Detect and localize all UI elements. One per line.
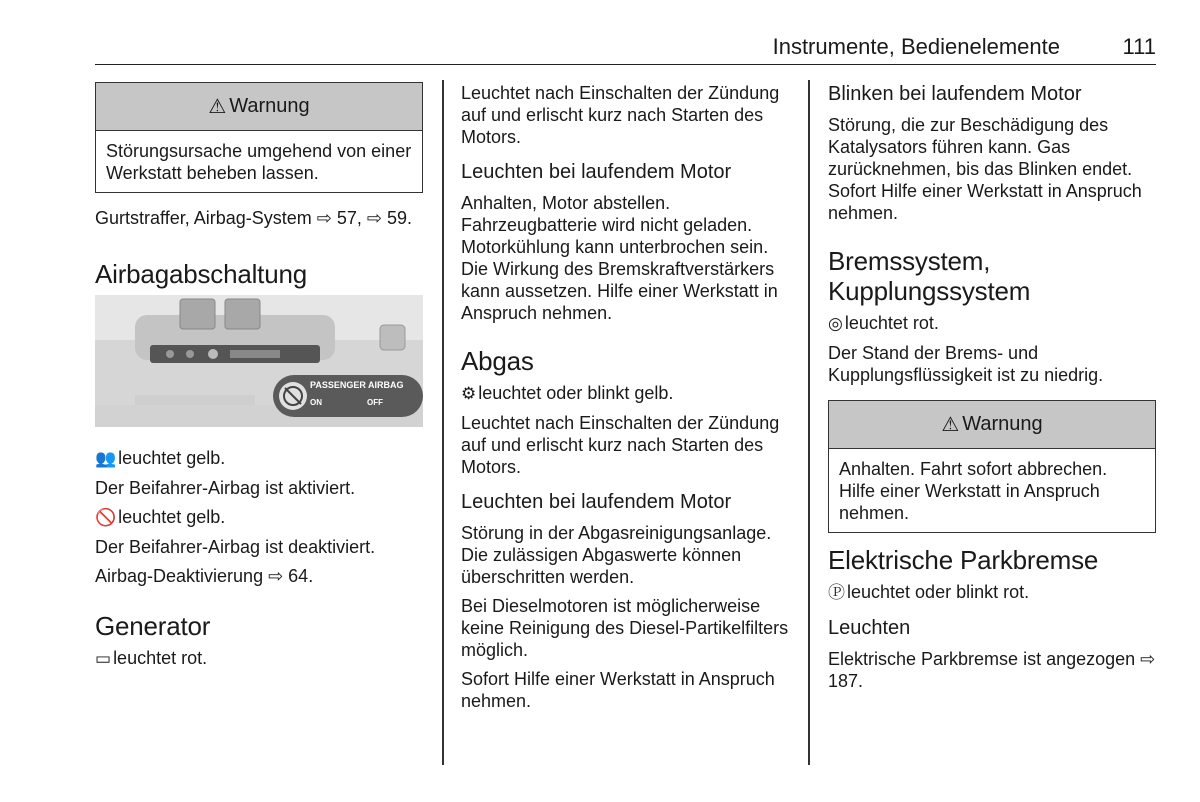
warning-triangle-icon: ⚠ [941, 414, 960, 436]
section-heading-brake: Bremssystem, Kupplungssystem [828, 246, 1031, 306]
brake-line: ◎ leuchtet rot. [828, 313, 939, 333]
warning-box [95, 82, 423, 193]
paragraph: Anhalten, Motor abstellen. Fahrzeugbatterie wird nicht geladen. Motorkühlung kann unterbrochen sein. Die Wirkung des Bremskraftverstärkers kann aussetzen. Hilfe einer Werkstatt in Anspruch nehmen. [461, 193, 778, 323]
section-heading-epb: Elektrische Parkbremse [828, 545, 1099, 575]
paragraph: Bei Dieselmotoren ist möglicherweise keine Reinigung des Diesel-Partikelfilters möglich. [461, 596, 789, 660]
page-title: Instrumente, Bedienelemente [772, 34, 1060, 59]
generator-line: ▭ leuchtet rot. [95, 648, 208, 668]
column-2 [461, 82, 793, 719]
airbag-off-line: 🚫 leuchtet gelb. [95, 507, 226, 527]
paragraph: Störung, die zur Beschädigung des Katalysators führen kann. Gas zurücknehmen, bis das Blinken endet. Sofort Hilfe einer Werkstatt in Anspruch nehmen. [828, 115, 1142, 223]
airbag-off-icon: 🚫 [95, 508, 117, 527]
warning-triangle-icon: ⚠ [208, 96, 227, 118]
column-divider [808, 80, 810, 765]
engine-icon: ⚙ [461, 384, 477, 403]
airbag-on-line: 👥 leuchtet gelb. [95, 448, 226, 468]
column-3 [828, 82, 1156, 699]
warning-text: Anhalten. Fahrt sofort abbrechen. Hilfe einer Werkstatt in Anspruch nehmen. [839, 459, 1108, 523]
airbag-off-desc: Der Beifahrer-Airbag ist deaktiviert. [95, 537, 376, 557]
warning-text: Störungsursache umgehend von einer Werkstatt beheben lassen. [106, 141, 412, 183]
warning-header [96, 83, 422, 131]
section-heading-abgas: Abgas [461, 346, 534, 376]
abgas-line: ⚙ leuchtet oder blinkt gelb. [461, 383, 674, 403]
paragraph: Der Stand der Brems- und Kupplungsflüssigkeit ist zu niedrig. [828, 343, 1104, 385]
paragraph: Sofort Hilfe einer Werkstatt in Anspruch nehmen. [461, 669, 775, 711]
paragraph: Elektrische Parkbremse ist angezogen ⇨ 187. [828, 649, 1156, 691]
airbag-reference: Airbag-Deaktivierung ⇨ 64. [95, 566, 314, 586]
epb-line: Ⓟ leuchtet oder blinkt rot. [828, 582, 1030, 602]
parking-brake-icon: Ⓟ [828, 583, 845, 602]
paragraph: Leuchtet nach Einschalten der Zündung auf und erlischt kurz nach Starten des Motors. [461, 83, 780, 147]
photo-on-label: ON [310, 398, 322, 407]
warning-title: Warnung [962, 413, 1043, 435]
subheading: Blinken bei laufendem Motor [828, 83, 1082, 105]
airbag-switch-photo [95, 295, 423, 427]
brake-icon: ◎ [828, 314, 843, 333]
photo-off-label: OFF [367, 398, 383, 407]
warning-header [829, 401, 1155, 449]
column-divider [442, 80, 444, 765]
subheading: Leuchten bei laufendem Motor [461, 161, 732, 183]
section-heading-generator: Generator [95, 611, 211, 641]
page-number: 111 [1122, 34, 1156, 59]
battery-icon: ▭ [95, 649, 112, 668]
reference-text: Gurtstraffer, Airbag-System ⇨ 57, ⇨ 59. [95, 208, 412, 228]
paragraph: Leuchtet nach Einschalten der Zündung auf und erlischt kurz nach Starten des Motors. [461, 413, 780, 477]
paragraph: Störung in der Abgasreinigungsanlage. Die zulässigen Abgaswerte können überschritten werden. [461, 523, 772, 587]
column-1 [95, 82, 423, 677]
warning-title: Warnung [229, 95, 310, 117]
airbag-on-desc: Der Beifahrer-Airbag ist aktiviert. [95, 478, 356, 498]
warning-box [828, 400, 1156, 533]
photo-label: PASSENGER AIRBAG [310, 380, 404, 390]
page-header [95, 32, 1156, 65]
airbag-on-icon: 👥 [95, 449, 117, 468]
section-heading-airbag: Airbagabschaltung [95, 259, 307, 289]
subheading: Leuchten [828, 617, 911, 639]
subheading: Leuchten bei laufendem Motor [461, 491, 732, 513]
